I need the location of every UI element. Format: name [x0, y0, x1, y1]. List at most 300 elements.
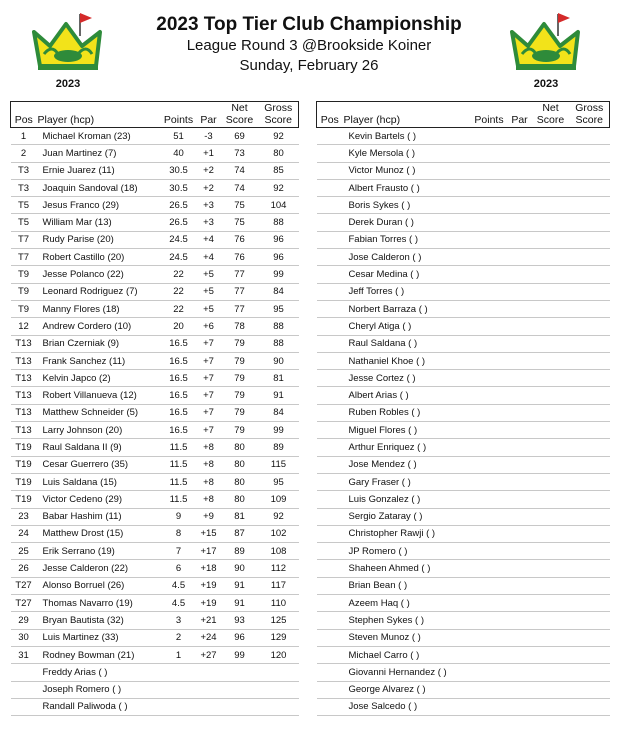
cell-points: 22	[161, 283, 197, 300]
table-row	[11, 162, 299, 179]
cell-par: +19	[197, 577, 221, 594]
logo-year-right: 2023	[533, 78, 559, 90]
cell-points: 40	[161, 145, 197, 162]
cell-gross-score: 88	[259, 335, 299, 352]
cell-gross-score: 80	[259, 145, 299, 162]
cell-pos: T3	[11, 179, 37, 196]
col-player-header: Player (hcp)	[343, 102, 471, 128]
cell-player: Victor Cedeno (29)	[37, 491, 161, 508]
cell-points	[471, 439, 508, 456]
cell-player: Robert Villanueva (12)	[37, 387, 161, 404]
cell-par: +17	[197, 543, 221, 560]
cell-points: 51	[161, 128, 197, 145]
col-gross-line2: Score	[264, 114, 292, 126]
cell-points	[471, 629, 508, 646]
cell-gross-score	[570, 352, 610, 369]
cell-player: Jesse Cortez ( )	[343, 370, 471, 387]
col-gross-line1: Gross	[575, 102, 604, 114]
standings-table-left	[10, 101, 299, 716]
cell-points	[471, 404, 508, 421]
cell-pos: T9	[11, 283, 37, 300]
cell-gross-score: 125	[259, 612, 299, 629]
cell-player: Cheryl Atiga ( )	[343, 318, 471, 335]
cell-gross-score	[259, 681, 299, 698]
cell-points	[471, 508, 508, 525]
cell-gross-score	[570, 681, 610, 698]
cell-player: Bryan Bautista (32)	[37, 612, 161, 629]
cell-pos	[317, 283, 343, 300]
table-row	[317, 439, 610, 456]
cell-net-score	[532, 231, 570, 248]
cell-gross-score	[570, 300, 610, 317]
cell-par	[508, 543, 532, 560]
cell-par	[508, 456, 532, 473]
table-row	[11, 525, 299, 542]
table-row	[11, 456, 299, 473]
cell-gross-score: 104	[259, 197, 299, 214]
cell-player: Brian Bean ( )	[343, 577, 471, 594]
cell-points	[471, 664, 508, 681]
cell-net-score	[532, 162, 570, 179]
cell-net-score	[221, 681, 259, 698]
cell-gross-score	[570, 473, 610, 490]
cell-player: Norbert Barraza ( )	[343, 300, 471, 317]
cell-par	[508, 698, 532, 715]
table-row	[11, 318, 299, 335]
cell-player: Thomas Navarro (19)	[37, 595, 161, 612]
cell-gross-score: 89	[259, 439, 299, 456]
cell-player: Giovanni Hernandez ( )	[343, 664, 471, 681]
cell-par: +21	[197, 612, 221, 629]
cell-points: 26.5	[161, 214, 197, 231]
cell-net-score: 99	[221, 646, 259, 663]
cell-par	[508, 473, 532, 490]
table-row	[317, 145, 610, 162]
cell-net-score	[532, 698, 570, 715]
table-row	[11, 629, 299, 646]
table-row	[317, 612, 610, 629]
cell-points: 30.5	[161, 179, 197, 196]
cell-gross-score	[570, 612, 610, 629]
standings-body-left	[11, 128, 299, 716]
cell-gross-score	[570, 456, 610, 473]
cell-par	[508, 629, 532, 646]
cell-player: Luis Saldana (15)	[37, 473, 161, 490]
cell-par: +3	[197, 197, 221, 214]
cell-gross-score	[570, 595, 610, 612]
cell-player: JP Romero ( )	[343, 543, 471, 560]
cell-pos	[11, 664, 37, 681]
table-row	[317, 266, 610, 283]
cell-player: Azeem Haq ( )	[343, 595, 471, 612]
cell-pos	[317, 698, 343, 715]
cell-player: Shaheen Ahmed ( )	[343, 560, 471, 577]
cell-net-score	[532, 629, 570, 646]
page-header	[0, 0, 618, 100]
cell-par	[508, 266, 532, 283]
table-row	[317, 681, 610, 698]
cell-par	[508, 352, 532, 369]
cell-player: Rudy Parise (20)	[37, 231, 161, 248]
cell-player: Kevin Bartels ( )	[343, 128, 471, 145]
cell-gross-score: 88	[259, 214, 299, 231]
cell-pos: 30	[11, 629, 37, 646]
cell-pos	[317, 266, 343, 283]
table-header-row	[317, 102, 610, 128]
col-net-line1: Net	[231, 102, 248, 114]
cell-net-score: 79	[221, 422, 259, 439]
cell-points	[471, 249, 508, 266]
cell-points	[471, 595, 508, 612]
table-row	[317, 197, 610, 214]
table-row	[11, 646, 299, 663]
cell-player: Joaquin Sandoval (18)	[37, 179, 161, 196]
cell-gross-score	[570, 266, 610, 283]
cell-net-score: 80	[221, 491, 259, 508]
cell-points	[471, 145, 508, 162]
col-pos-header: Pos	[317, 102, 343, 128]
cell-par: +4	[197, 249, 221, 266]
cell-pos	[317, 473, 343, 490]
cell-pos	[317, 231, 343, 248]
cell-par: +7	[197, 422, 221, 439]
cell-points	[471, 560, 508, 577]
cell-par	[508, 214, 532, 231]
cell-pos	[317, 439, 343, 456]
cell-gross-score	[570, 370, 610, 387]
cell-points	[471, 352, 508, 369]
cell-gross-score: 92	[259, 128, 299, 145]
cell-pos: T7	[11, 231, 37, 248]
cell-pos: 31	[11, 646, 37, 663]
cell-player: Leonard Rodriguez (7)	[37, 283, 161, 300]
cell-player: Jose Salcedo ( )	[343, 698, 471, 715]
cell-pos	[11, 698, 37, 715]
cell-pos	[317, 508, 343, 525]
cell-gross-score	[570, 179, 610, 196]
cell-gross-score	[570, 577, 610, 594]
cell-gross-score: 109	[259, 491, 299, 508]
table-row	[317, 491, 610, 508]
cell-gross-score	[570, 646, 610, 663]
cell-points: 22	[161, 266, 197, 283]
cell-par	[508, 370, 532, 387]
cell-gross-score: 90	[259, 352, 299, 369]
cell-pos: 29	[11, 612, 37, 629]
cell-player: Arthur Enriquez ( )	[343, 439, 471, 456]
table-row	[11, 145, 299, 162]
cell-par: +18	[197, 560, 221, 577]
cell-par	[508, 300, 532, 317]
cell-points: 6	[161, 560, 197, 577]
cell-points	[471, 612, 508, 629]
cell-gross-score: 129	[259, 629, 299, 646]
cell-gross-score	[570, 439, 610, 456]
col-gross-header	[570, 102, 610, 128]
table-row	[11, 422, 299, 439]
cell-player: Michael Carro ( )	[343, 646, 471, 663]
col-par-header: Par	[197, 102, 221, 128]
table-row	[11, 214, 299, 231]
table-row	[317, 162, 610, 179]
table-row	[11, 491, 299, 508]
table-row	[317, 508, 610, 525]
cell-net-score	[532, 577, 570, 594]
table-row	[317, 698, 610, 715]
cell-pos	[317, 664, 343, 681]
cell-points	[471, 179, 508, 196]
table-row	[11, 197, 299, 214]
cell-gross-score	[570, 698, 610, 715]
cell-par: +27	[197, 646, 221, 663]
col-net-line1: Net	[542, 102, 559, 114]
cell-pos: T27	[11, 577, 37, 594]
cell-player: Brian Czerniak (9)	[37, 335, 161, 352]
cell-gross-score	[570, 335, 610, 352]
cell-gross-score: 85	[259, 162, 299, 179]
cell-gross-score: 110	[259, 595, 299, 612]
cell-par	[197, 664, 221, 681]
cell-player: Erik Serrano (19)	[37, 543, 161, 560]
cell-par	[508, 525, 532, 542]
cell-player: Derek Duran ( )	[343, 214, 471, 231]
cell-par	[508, 128, 532, 145]
cell-points	[471, 681, 508, 698]
cell-gross-score	[570, 318, 610, 335]
cell-net-score	[532, 197, 570, 214]
cell-points	[161, 698, 197, 715]
cell-par	[508, 404, 532, 421]
cell-par	[508, 577, 532, 594]
cell-points: 3	[161, 612, 197, 629]
cell-player: Larry Johnson (20)	[37, 422, 161, 439]
cell-net-score: 80	[221, 473, 259, 490]
cell-pos	[317, 629, 343, 646]
cell-pos	[317, 370, 343, 387]
cell-gross-score: 96	[259, 231, 299, 248]
cell-par	[508, 560, 532, 577]
cell-gross-score	[570, 128, 610, 145]
cell-gross-score: 92	[259, 508, 299, 525]
cell-net-score	[532, 473, 570, 490]
cell-points	[471, 370, 508, 387]
cell-points: 16.5	[161, 335, 197, 352]
cell-net-score	[532, 283, 570, 300]
cell-par: +19	[197, 595, 221, 612]
cell-points: 11.5	[161, 473, 197, 490]
cell-player: Raul Saldana II (9)	[37, 439, 161, 456]
cell-par: +6	[197, 318, 221, 335]
cell-points	[161, 664, 197, 681]
cell-points: 9	[161, 508, 197, 525]
cell-par: +8	[197, 456, 221, 473]
cell-pos: T27	[11, 595, 37, 612]
cell-player: Jose Mendez ( )	[343, 456, 471, 473]
cell-pos	[317, 681, 343, 698]
cell-player: Gary Fraser ( )	[343, 473, 471, 490]
cell-par: +24	[197, 629, 221, 646]
cell-net-score: 80	[221, 439, 259, 456]
cell-player: Jesse Polanco (22)	[37, 266, 161, 283]
cell-gross-score: 115	[259, 456, 299, 473]
cell-points	[471, 491, 508, 508]
cell-player: Babar Hashim (11)	[37, 508, 161, 525]
cell-player: Christopher Rawji ( )	[343, 525, 471, 542]
cell-player: Victor Munoz ( )	[343, 162, 471, 179]
cell-pos	[317, 456, 343, 473]
cell-points: 11.5	[161, 456, 197, 473]
cell-net-score	[532, 370, 570, 387]
cell-net-score: 74	[221, 179, 259, 196]
cell-pos	[317, 162, 343, 179]
cell-net-score: 79	[221, 387, 259, 404]
cell-net-score	[532, 560, 570, 577]
cell-pos	[317, 179, 343, 196]
cell-net-score	[532, 128, 570, 145]
table-row	[11, 231, 299, 248]
cell-pos: T5	[11, 197, 37, 214]
cell-points: 16.5	[161, 370, 197, 387]
cell-player: Matthew Schneider (5)	[37, 404, 161, 421]
cell-points	[471, 162, 508, 179]
table-row	[11, 335, 299, 352]
table-row	[317, 525, 610, 542]
table-row	[11, 300, 299, 317]
cell-points	[471, 473, 508, 490]
cell-net-score: 79	[221, 370, 259, 387]
crown-flag-icon	[506, 10, 586, 82]
cell-net-score	[532, 266, 570, 283]
cell-net-score	[532, 387, 570, 404]
cell-par: +15	[197, 525, 221, 542]
cell-points: 1	[161, 646, 197, 663]
cell-pos	[317, 145, 343, 162]
cell-player: Nathaniel Khoe ( )	[343, 352, 471, 369]
cell-net-score: 96	[221, 629, 259, 646]
cell-gross-score: 88	[259, 318, 299, 335]
cell-gross-score: 117	[259, 577, 299, 594]
cell-pos	[317, 387, 343, 404]
cell-gross-score	[570, 422, 610, 439]
table-row	[11, 249, 299, 266]
table-row	[11, 439, 299, 456]
cell-points	[471, 525, 508, 542]
table-row	[317, 577, 610, 594]
cell-points	[471, 266, 508, 283]
cell-par: +8	[197, 473, 221, 490]
cell-net-score: 75	[221, 197, 259, 214]
cell-par	[508, 508, 532, 525]
table-row	[11, 370, 299, 387]
cell-par	[508, 491, 532, 508]
cell-par: +4	[197, 231, 221, 248]
crown-logo-right	[506, 10, 586, 90]
cell-net-score	[532, 664, 570, 681]
cell-points	[161, 681, 197, 698]
cell-par: +5	[197, 283, 221, 300]
cell-par: +8	[197, 491, 221, 508]
cell-points	[471, 283, 508, 300]
cell-player: William Mar (13)	[37, 214, 161, 231]
cell-points	[471, 543, 508, 560]
cell-pos: 23	[11, 508, 37, 525]
cell-points	[471, 422, 508, 439]
cell-points: 4.5	[161, 577, 197, 594]
col-net-line2: Score	[536, 114, 565, 126]
cell-player: Michael Kroman (23)	[37, 128, 161, 145]
cell-net-score: 79	[221, 404, 259, 421]
cell-pos: T13	[11, 387, 37, 404]
cell-pos	[317, 404, 343, 421]
cell-player: Steven Munoz ( )	[343, 629, 471, 646]
cell-player: Alonso Borruel (26)	[37, 577, 161, 594]
cell-gross-score: 108	[259, 543, 299, 560]
cell-points	[471, 387, 508, 404]
cell-par	[508, 664, 532, 681]
cell-net-score	[532, 145, 570, 162]
cell-gross-score	[259, 664, 299, 681]
table-row	[317, 352, 610, 369]
cell-pos: T5	[11, 214, 37, 231]
cell-points	[471, 456, 508, 473]
cell-pos: T19	[11, 439, 37, 456]
cell-player: Jeff Torres ( )	[343, 283, 471, 300]
cell-gross-score	[570, 560, 610, 577]
cell-points	[471, 577, 508, 594]
cell-net-score	[532, 525, 570, 542]
cell-pos	[317, 525, 343, 542]
cell-points: 22	[161, 300, 197, 317]
table-row	[317, 560, 610, 577]
cell-gross-score	[570, 664, 610, 681]
cell-par	[508, 318, 532, 335]
cell-gross-score: 112	[259, 560, 299, 577]
cell-par	[508, 681, 532, 698]
cell-net-score: 75	[221, 214, 259, 231]
cell-net-score	[532, 300, 570, 317]
cell-gross-score	[570, 387, 610, 404]
cell-par	[508, 387, 532, 404]
table-row	[11, 387, 299, 404]
cell-net-score: 91	[221, 577, 259, 594]
cell-net-score	[532, 439, 570, 456]
cell-par: +5	[197, 266, 221, 283]
cell-pos	[317, 249, 343, 266]
cell-net-score: 69	[221, 128, 259, 145]
cell-pos	[317, 197, 343, 214]
cell-par: +3	[197, 214, 221, 231]
cell-points: 16.5	[161, 387, 197, 404]
cell-player: Andrew Cordero (10)	[37, 318, 161, 335]
cell-player: Juan Martinez (7)	[37, 145, 161, 162]
cell-pos: 1	[11, 128, 37, 145]
cell-net-score: 77	[221, 266, 259, 283]
cell-gross-score	[570, 629, 610, 646]
cell-net-score: 81	[221, 508, 259, 525]
cell-gross-score	[570, 214, 610, 231]
table-row	[317, 214, 610, 231]
cell-net-score: 76	[221, 249, 259, 266]
cell-par: +7	[197, 387, 221, 404]
cell-gross-score	[570, 162, 610, 179]
cell-points: 30.5	[161, 162, 197, 179]
cell-points	[471, 335, 508, 352]
col-net-header	[221, 102, 259, 128]
cell-player: Boris Sykes ( )	[343, 197, 471, 214]
col-gross-line2: Score	[575, 114, 603, 126]
cell-par	[197, 681, 221, 698]
table-row	[317, 646, 610, 663]
